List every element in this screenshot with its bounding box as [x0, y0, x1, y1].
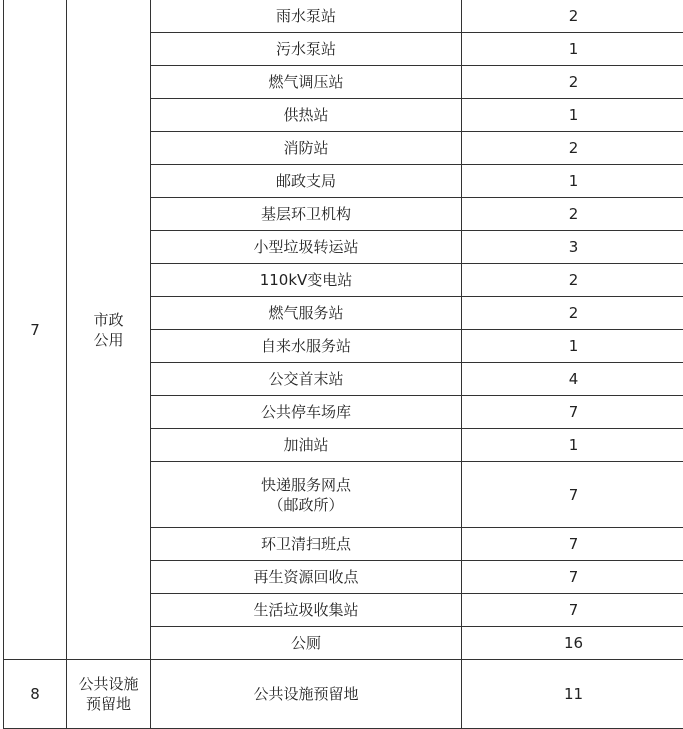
- facility-name-cell: 小型垃圾转运站: [151, 231, 462, 264]
- group-number-cell: 7: [4, 0, 67, 660]
- group-category-cell: [67, 0, 151, 660]
- facility-name-cell: 环卫清扫班点: [151, 528, 462, 561]
- facility-count-cell: 2: [462, 264, 683, 297]
- facility-name-line: （邮政所）: [151, 495, 461, 515]
- facility-name-cell: 公共设施预留地: [151, 660, 462, 729]
- facility-name-cell: 110kV变电站: [151, 264, 462, 297]
- facility-count-cell: 7: [462, 528, 683, 561]
- table-row: [4, 660, 683, 729]
- facility-name-cell: 燃气调压站: [151, 66, 462, 99]
- facility-name-cell: 自来水服务站: [151, 330, 462, 363]
- facility-name-cell: 公交首末站: [151, 363, 462, 396]
- facility-count-cell: 2: [462, 0, 683, 33]
- facility-name-cell: 燃气服务站: [151, 297, 462, 330]
- facility-name-cell: 消防站: [151, 132, 462, 165]
- facility-name-cell: 加油站: [151, 429, 462, 462]
- facility-count-cell: 16: [462, 627, 683, 660]
- facility-name-cell: 雨水泵站: [151, 0, 462, 33]
- facility-name-cell: 邮政支局: [151, 165, 462, 198]
- group-category-cell: [67, 660, 151, 729]
- facility-name-cell: [151, 462, 462, 528]
- group-number-cell: 8: [4, 660, 67, 729]
- facility-count-cell: 2: [462, 66, 683, 99]
- category-line: 市政: [67, 310, 150, 330]
- facility-count-cell: 1: [462, 330, 683, 363]
- facility-count-cell: 2: [462, 132, 683, 165]
- facility-count-cell: 2: [462, 297, 683, 330]
- category-line: 公共设施: [67, 674, 150, 694]
- facility-count-cell: 4: [462, 363, 683, 396]
- facility-count-cell: 7: [462, 594, 683, 627]
- facility-count-cell: 1: [462, 429, 683, 462]
- facility-count-cell: 7: [462, 396, 683, 429]
- facility-count-cell: 11: [462, 660, 683, 729]
- facility-count-cell: 1: [462, 165, 683, 198]
- facility-count-cell: 7: [462, 561, 683, 594]
- facility-name-cell: 生活垃圾收集站: [151, 594, 462, 627]
- category-line: 预留地: [67, 694, 150, 714]
- facility-count-cell: 1: [462, 99, 683, 132]
- table-row: [4, 0, 683, 33]
- facility-count-cell: 7: [462, 462, 683, 528]
- facility-table: [3, 0, 683, 729]
- facility-name-line: 快递服务网点: [151, 475, 461, 495]
- facility-name-cell: 再生资源回收点: [151, 561, 462, 594]
- facility-name-cell: 公共停车场库: [151, 396, 462, 429]
- facility-name-cell: 污水泵站: [151, 33, 462, 66]
- facility-count-cell: 3: [462, 231, 683, 264]
- facility-name-cell: 基层环卫机构: [151, 198, 462, 231]
- facility-count-cell: 1: [462, 33, 683, 66]
- category-line: 公用: [67, 330, 150, 350]
- facility-name-cell: 公厕: [151, 627, 462, 660]
- facility-name-cell: 供热站: [151, 99, 462, 132]
- facility-count-cell: 2: [462, 198, 683, 231]
